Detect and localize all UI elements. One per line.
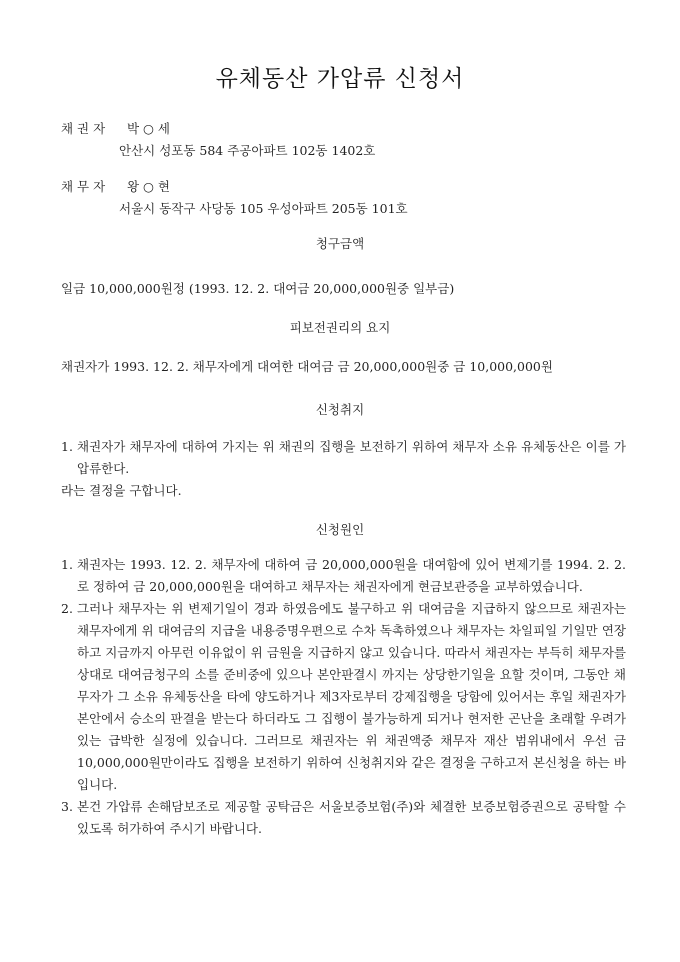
debtor-block: [61, 176, 408, 220]
purpose-closing: 라는 결정을 구합니다.: [61, 483, 182, 498]
debtor-role-label: 채 무 자: [61, 179, 106, 194]
purpose-heading: 신청취지: [315, 402, 365, 417]
debtor-address: 서울시 동작구 사당동 105 우성아파트 205동 101호: [119, 201, 408, 216]
purpose-list: [61, 436, 626, 480]
item-text: 그러나 채무자는 위 변제기일이 경과 하였음에도 불구하고 위 대여금을 지급하지 않으므로 채권자는 채무자에게 위 대여금의 지급을 내용증명우편으로 수차 독촉하였으나 채무자는 차일피일 기일만 연장하고 지금까지 아무런 이유없이 위 금원을 지급하지 않고 있습니다. 따라서 채권자는 부득히 채무자를 상대로 대여금청구의 소를 준비중에 있으나 본안판결시 까지는 상당한기일을 요할 것이며, 그동안 채무자가 그 소유 유체동산을 타에 양도하거나 제3자로부터 강제집행을 당함에 있어서는 후일 채권자가 본안에서 승소의 판결을 받는다 하더라도 그 집행이 불가능하게 되거나 현저한 곤난을 초래할 우려가 있는 급박한 실정에 있습니다. 그러므로 채권자는 위 채권액중 채무자 재산 범위내에서 우선 금 10,000,000원만이라도 집행을 보전하기 위하여 신청취지와 같은 결정을 구하고저 본신청을 하는 바 입니다.: [77, 601, 626, 792]
item-text: 채권자가 채무자에 대하여 가지는 위 채권의 집행을 보전하기 위하여 채무자 소유 유체동산은 이를 가압류한다.: [77, 439, 626, 476]
secured-right-text: 채권자가 1993. 12. 2. 채무자에게 대여한 대여금 금 20,000,000원중 금 10,000,000원: [61, 359, 553, 374]
claim-heading: 청구금액: [315, 236, 365, 251]
item-number: 3.: [61, 799, 73, 814]
list-item: [61, 598, 626, 796]
creditor-role-label: 채 권 자: [61, 121, 106, 136]
reasons-heading: 신청원인: [315, 522, 365, 537]
list-item: [61, 436, 626, 480]
creditor-block: [61, 118, 375, 162]
claim-text: 일금 10,000,000원정 (1993. 12. 2. 대여금 20,000,000원중 일부금): [61, 281, 455, 296]
item-number: 2.: [61, 601, 73, 616]
reasons-list: [61, 554, 626, 840]
document-title: 유체동산 가압류 신청서: [215, 66, 465, 92]
item-number: 1.: [61, 439, 73, 454]
debtor-name: 왕 ○ 현: [127, 179, 171, 194]
item-number: 1.: [61, 557, 73, 572]
list-item: [61, 554, 626, 598]
creditor-name: 박 ○ 세: [127, 121, 171, 136]
list-item: [61, 796, 626, 840]
item-text: 채권자는 1993. 12. 2. 채무자에 대하여 금 20,000,000원을 대여함에 있어 변제기를 1994. 2. 2.로 정하여 금 20,000,000원을 대여하고 채무자는 채권자에게 현금보관증을 교부하였습니다.: [77, 557, 626, 594]
secured-right-heading: 피보전권리의 요지: [289, 320, 391, 335]
creditor-address: 안산시 성포동 584 주공아파트 102동 1402호: [119, 143, 376, 158]
item-text: 본건 가압류 손해담보조로 제공할 공탁금은 서울보증보험(주)와 체결한 보증보험증권으로 공탁할 수 있도록 허가하여 주시기 바랍니다.: [77, 799, 626, 836]
